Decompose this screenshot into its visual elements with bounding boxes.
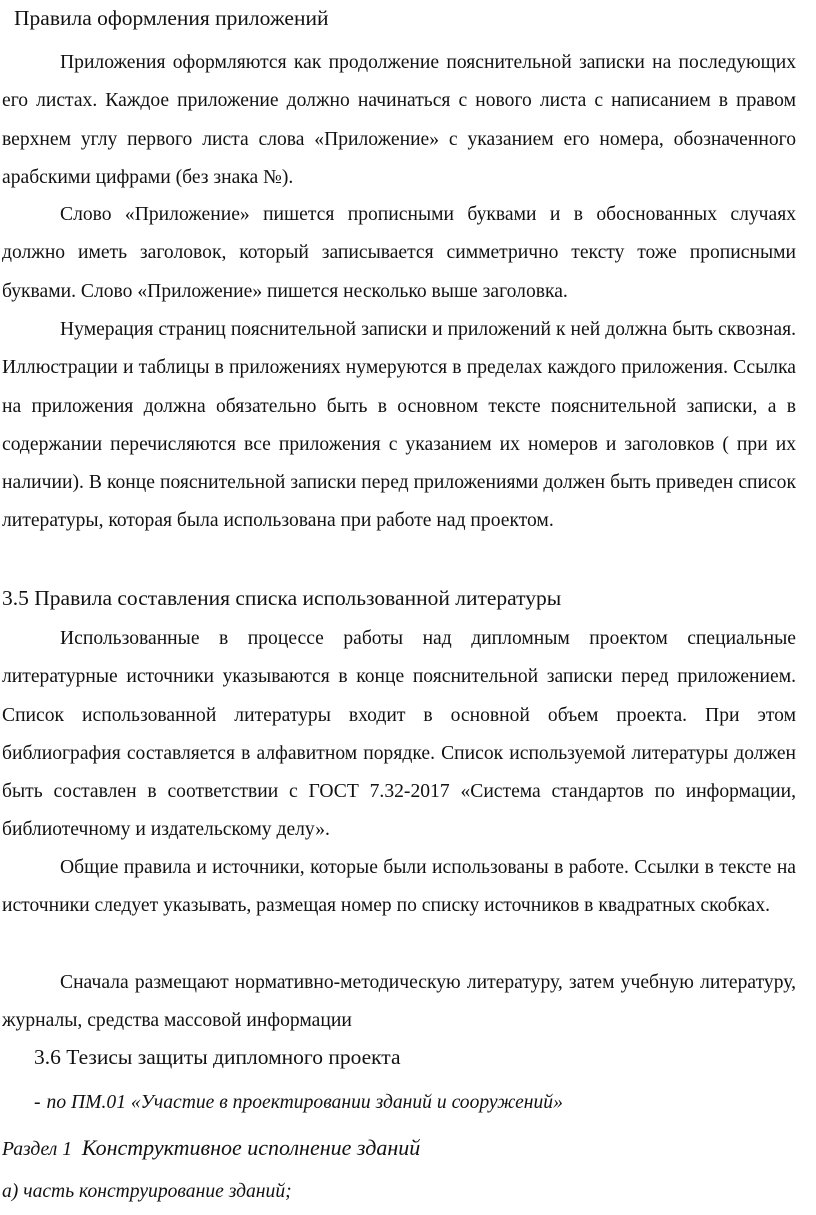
- part-a-line: а) часть конструирование зданий;: [2, 1181, 292, 1202]
- section-title: Конструктивное исполнение зданий: [81, 1135, 421, 1160]
- dash-marker: -: [34, 1092, 41, 1113]
- section-1-heading: [2, 1134, 420, 1164]
- heading-appendix-rules: Правила оформления приложений: [14, 6, 329, 30]
- paragraph-appendix-word: Слово «Приложение» пишется прописными буквами и в обоснованных случаях должно иметь заголовок, который записывается симметрично тексту тоже прописными буквами. Слово «Приложение» пишется несколько выше заголовка.: [2, 204, 796, 302]
- paragraph-general-rules: Общие правила и источники, которые были использованы в работе. Ссылки в тексте на источники следует указывать, размещая номер по списку источников в квадратных скобках.: [2, 857, 796, 917]
- pm-module-title: по ПМ.01 «Участие в проектировании зданий и сооружений»: [46, 1092, 563, 1113]
- paragraph-appendix-format: Приложения оформляются как продолжение пояснительной записки на последующих его листах. Каждое приложение должно начинаться с нового листа с написанием в правом верхнем углу первого листа слова «Приложение» с указанием его номера, обозначенного арабскими цифрами (без знака №).: [2, 52, 796, 188]
- paragraph-literature-list: Использованные в процессе работы над дипломным проектом специальные литературные источники указываются в конце пояснительной записки перед приложением. Список использованной литературы входит в основной объем проекта. При этом библиография составляется в алфавитном порядке. Список используемой литературы должен быть составлен в соответствии с ГОСТ 7.32-2017 «Система стандартов по информации, библиотечному и издательскому делу».: [2, 628, 796, 841]
- heading-section-3-6: 3.6 Тезисы защиты дипломного проекта: [34, 1045, 401, 1069]
- paragraph-order-of-sources: Сначала размещают нормативно-методическую литературу, затем учебную литературу, журналы, средства массовой информации: [2, 972, 796, 1032]
- paragraph-page-numbering: Нумерация страниц пояснительной записки и приложений к ней должна быть сквозная. Иллюстрации и таблицы в приложениях нумеруются в пределах каждого приложения. Ссылка на приложения должна обязательно быть в основном тексте пояснительной записки, а в содержании перечисляются все приложения с указанием их номеров и заголовков ( при их наличии). В конце пояснительной записки перед приложениями должен быть приведен список литературы, которая была использована при работе над проектом.: [2, 319, 796, 532]
- pm-line: [34, 1089, 563, 1117]
- section-prefix: Раздел 1: [2, 1139, 73, 1160]
- heading-section-3-5: 3.5 Правила составления списка использованной литературы: [2, 586, 562, 610]
